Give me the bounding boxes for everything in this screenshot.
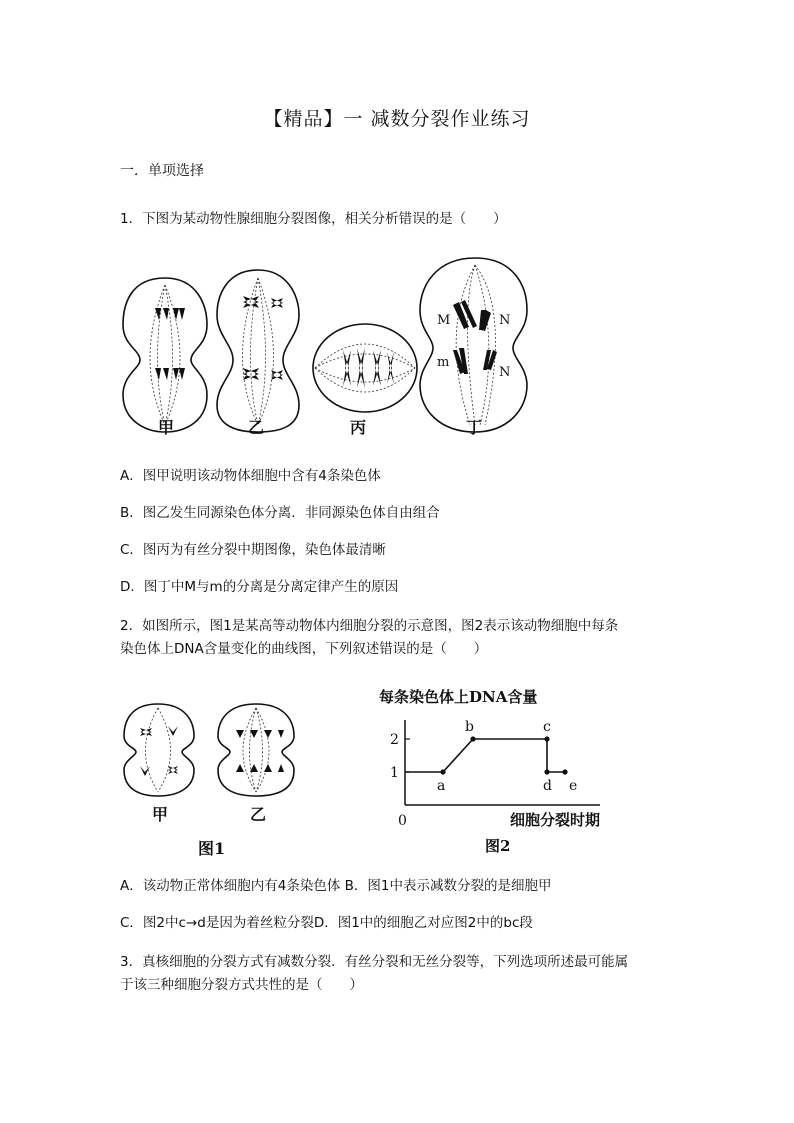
point-label-c: c — [543, 719, 551, 735]
cell-bing-outline — [313, 324, 417, 412]
cell-ding-outline — [420, 258, 527, 432]
point-c — [544, 736, 549, 741]
q1-label-bing: 丙 — [350, 418, 367, 437]
chart-caption: 图2 — [485, 837, 511, 855]
cell-jia-outline — [123, 278, 207, 432]
q2-fig1-label-yi: 乙 — [250, 805, 267, 824]
question-1-stem: 1．下图为某动物性腺细胞分裂图像，相关分析错误的是（ ） — [120, 211, 507, 227]
page-title: 【精品】一 减数分裂作业练习 — [263, 108, 531, 130]
point-label-a: a — [437, 778, 446, 794]
label-N-lower: N — [499, 365, 511, 380]
q2-options-cd: C．图2中c→d是因为着丝粒分裂D．图1中的细胞乙对应图2中的bc段 — [120, 915, 533, 931]
cell-yi-outline — [217, 270, 299, 432]
question-2-stem-line2: 染色体上DNA含量变化的曲线图，下列叙述错误的是（ ） — [120, 641, 488, 657]
chart-ylabel: 每条染色体上DNA含量 — [379, 688, 538, 706]
question-2-stem-line1: 2．如图所示，图1是某高等动物体内细胞分裂的示意图，图2表示该动物细胞中每条 — [120, 618, 619, 634]
y-tick-label-1: 1 — [390, 765, 399, 781]
point-d — [544, 769, 549, 774]
q2-fig1-label-jia: 甲 — [152, 805, 169, 824]
question-3-stem-line2: 于该三种细胞分裂方式共性的是（ ） — [120, 977, 363, 993]
q1-option-b: B．图乙发生同源染色体分离．非同源染色体自由组合 — [120, 505, 440, 521]
label-M: M — [437, 313, 451, 328]
point-label-b: b — [465, 719, 474, 735]
point-a — [440, 769, 445, 774]
point-b — [470, 736, 475, 741]
q1-option-d: D．图丁中M与m的分离是分离定律产生的原因 — [120, 579, 399, 595]
q1-label-jia: 甲 — [158, 418, 175, 437]
point-label-d: d — [543, 778, 552, 794]
q2-figure-2-chart — [365, 680, 615, 865]
q1-cell-figure — [115, 250, 535, 440]
chart-xlabel: 细胞分裂时期 — [510, 811, 601, 829]
question-3-stem-line1: 3．真核细胞的分裂方式有减数分裂．有丝分裂和无丝分裂等，下列选项所述最可能属 — [120, 954, 629, 970]
point-label-e: e — [569, 778, 578, 794]
q1-option-c: C．图丙为有丝分裂中期图像，染色体最清晰 — [120, 542, 386, 558]
q1-option-a: A．图甲说明该动物体细胞中含有4条染色体 — [120, 468, 381, 484]
q2-figure-1 — [118, 700, 308, 805]
point-e — [562, 769, 567, 774]
q1-label-ding: 丁 — [466, 418, 483, 437]
q2-fig1-caption: 图1 — [198, 839, 226, 858]
section-heading: 一．单项选择 — [120, 163, 204, 179]
label-N-upper: N — [499, 313, 511, 328]
q2-options-ab: A．该动物正常体细胞内有4条染色体 B．图1中表示减数分裂的是细胞甲 — [120, 878, 552, 894]
chart-origin-label: 0 — [398, 813, 407, 829]
dna-content-line — [405, 739, 565, 772]
label-m: m — [437, 355, 450, 370]
y-tick-label-2: 2 — [390, 732, 399, 748]
q1-label-yi: 乙 — [248, 418, 265, 437]
